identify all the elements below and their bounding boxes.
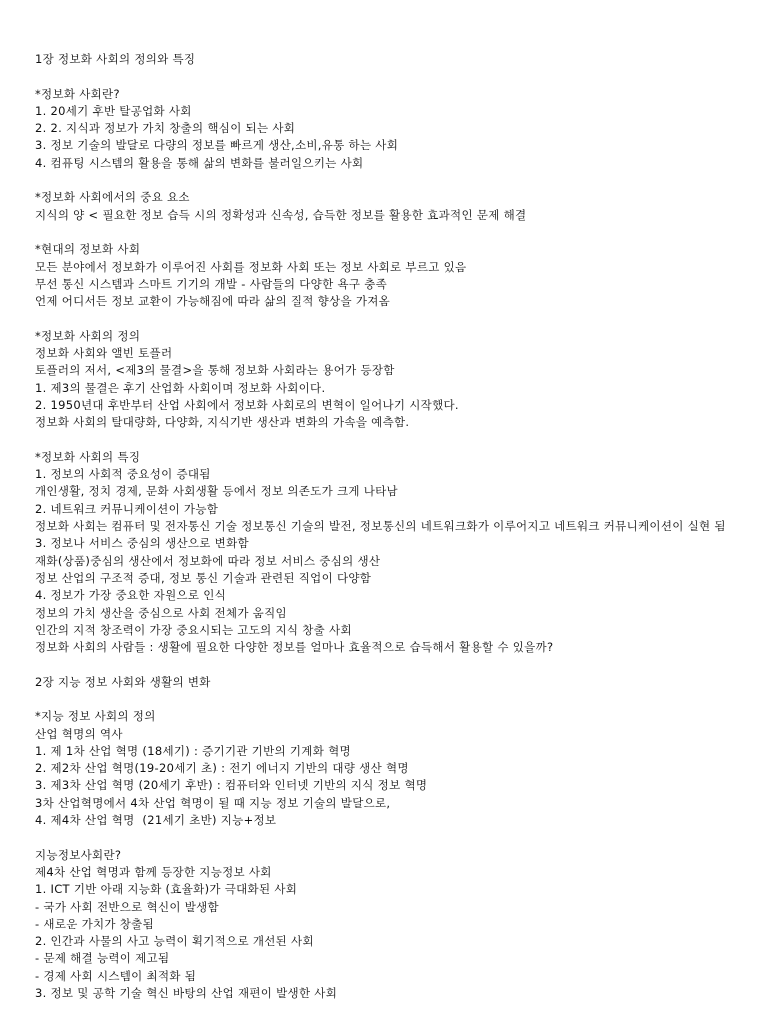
text-line: 모든 분야에서 정보화가 이루어진 사회를 정보화 사회 또는 정보 사회로 부르고 있음 xyxy=(35,259,467,274)
spacer xyxy=(35,172,735,189)
text-line: 무선 통신 시스템과 스마트 기기의 개발 - 사람들의 다양한 욕구 충족 xyxy=(35,276,388,291)
document-body xyxy=(35,51,735,1002)
text-line: 2. 2. 지식과 정보가 가치 창출의 핵심이 되는 사회 xyxy=(35,121,296,136)
text-line: 2. 네트워크 커뮤니케이션이 가능함 xyxy=(35,501,219,516)
text-line: - 경제 사회 시스템이 최적화 됨 xyxy=(35,968,197,983)
section-heading: *정보화 사회에서의 중요 요소 xyxy=(35,190,190,205)
text-line: 1. ICT 기반 아래 지능화 (효율화)가 극대화된 사회 xyxy=(35,882,298,897)
text-line: 3. 정보 기술의 발달로 다량의 정보를 빠르게 생산,소비,유통 하는 사회 xyxy=(35,138,399,153)
spacer xyxy=(35,829,735,846)
text-line: 토플러의 저서, <제3의 물결>을 통해 정보화 사회라는 용어가 등장함 xyxy=(35,363,395,378)
text-line: 지식의 양 < 필요한 정보 습득 시의 정확성과 신속성, 습득한 정보를 활용한 효과적인 문제 해결 xyxy=(35,207,527,222)
section-heading: *정보화 사회의 특징 xyxy=(35,449,141,464)
spacer xyxy=(35,656,735,673)
spacer xyxy=(35,68,735,85)
section-heading: *정보화 사회란? xyxy=(35,86,120,101)
text-line: 3. 정보 및 공학 기술 혁신 바탕의 산업 재편이 발생한 사회 xyxy=(35,986,338,1001)
text-paragraph: 정보화 사회는 컴퓨터 및 전자통신 기술 정보통신 기술의 발전, 정보통신의 네트워크화가 이루어지고 네트워크 커뮤니케이션이 실현 됨 xyxy=(35,519,726,534)
section-heading: *지능 정보 사회의 정의 xyxy=(35,709,156,724)
text-line: 제4차 산업 혁명과 함께 등장한 지능정보 사회 xyxy=(35,864,272,879)
text-line: 정보화 사회의 사람들 : 생활에 필요한 다양한 정보를 얼마나 효율적으로 습득해서 활용할 수 있을까? xyxy=(35,640,554,655)
text-line: 2. 1950년대 후반부터 산업 사회에서 정보화 사회로의 변혁이 일어나기 시작했다. xyxy=(35,397,459,412)
text-line: 정보 산업의 구조적 증대, 정보 통신 기술과 관련된 직업이 다양함 xyxy=(35,570,372,585)
text-line: 4. 정보가 가장 중요한 자원으로 인식 xyxy=(35,588,227,603)
text-line: 4. 컴퓨팅 시스템의 활용을 통해 삶의 변화를 불러일으키는 사회 xyxy=(35,155,364,170)
text-line: 1. 20세기 후반 탈공업화 사회 xyxy=(35,103,192,118)
section-heading: *정보화 사회의 정의 xyxy=(35,328,141,343)
text-line: 3차 산업혁명에서 4차 산업 혁명이 될 때 지능 정보 기술의 발달으로, xyxy=(35,795,391,810)
spacer xyxy=(35,432,735,449)
chapter-title: 2장 지능 정보 사회와 생활의 변화 xyxy=(35,674,211,689)
spacer xyxy=(35,224,735,241)
text-line: 3. 제3차 산업 혁명 (20세기 후반) : 컴퓨터와 인터넷 기반의 지식 정보 혁명 xyxy=(35,778,428,793)
text-line: - 국가 사회 전반으로 혁신이 발생함 xyxy=(35,899,219,914)
text-line: 정보의 가치 생산을 중심으로 사회 전체가 움직임 xyxy=(35,605,287,620)
text-line: 1. 정보의 사회적 중요성이 증대됨 xyxy=(35,467,211,482)
spacer xyxy=(35,691,735,708)
text-line: 2. 인간과 사물의 사고 능력이 획기적으로 개선된 사회 xyxy=(35,934,314,949)
text-line: 재화(상품)중심의 생산에서 정보화에 따라 정보 서비스 중심의 생산 xyxy=(35,553,381,568)
text-line: 산업 혁명의 역사 xyxy=(35,726,123,741)
text-line: 1. 제 1차 산업 혁명 (18세기) : 증기기관 기반의 기계화 혁명 xyxy=(35,743,351,758)
text-line: 정보화 사회의 탈대량화, 다양화, 지식기반 생산과 변화의 가속을 예측함. xyxy=(35,415,410,430)
text-line: 4. 제4차 산업 혁명 (21세기 초반) 지능+정보 xyxy=(35,813,277,828)
section-heading: *현대의 정보화 사회 xyxy=(35,242,141,257)
text-line: 개인생활, 정치 경제, 문화 사회생활 등에서 정보 의존도가 크게 나타남 xyxy=(35,484,398,499)
text-line: 인간의 지적 창조력이 가장 중요시되는 고도의 지식 창출 사회 xyxy=(35,622,352,637)
text-line: 언제 어디서든 정보 교환이 가능해짐에 따라 삶의 질적 향상을 가져옴 xyxy=(35,294,391,309)
text-line: 2. 제2차 산업 혁명(19-20세기 초) : 전기 에너지 기반의 대량 생산 혁명 xyxy=(35,761,409,776)
chapter-title: 1장 정보화 사회의 정의와 특징 xyxy=(35,52,196,66)
text-line: 3. 정보나 서비스 중심의 생산으로 변화함 xyxy=(35,536,249,551)
text-line: 1. 제3의 물결은 후기 산업화 사회이며 정보화 사회이다. xyxy=(35,380,326,395)
text-line: - 새로운 가치가 창출됨 xyxy=(35,916,154,931)
text-line: 정보화 사회와 앨빈 토플러 xyxy=(35,346,173,361)
section-heading: 지능정보사회란? xyxy=(35,847,122,862)
spacer xyxy=(35,310,735,327)
text-line: - 문제 해결 능력이 제고됨 xyxy=(35,951,170,966)
